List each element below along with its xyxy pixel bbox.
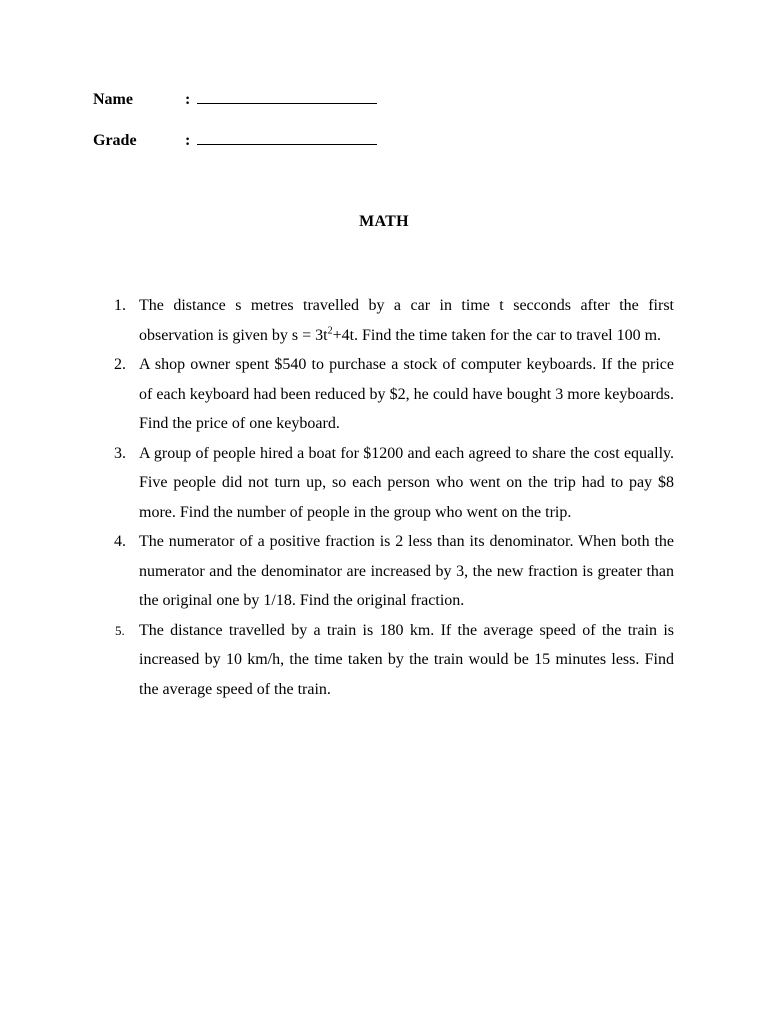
question-number: 4. xyxy=(114,533,126,550)
grade-blank-line[interactable] xyxy=(197,130,377,145)
question-item xyxy=(115,616,674,705)
grade-field-row xyxy=(93,130,377,150)
question-item xyxy=(114,439,674,528)
question-text: A group of people hired a boat for $1200 and each agreed to share the cost equally. Five people did not turn up, so each person who went on the trip had to pay $8 more. Find the number of people in the group who went on the trip. xyxy=(139,444,674,521)
question-item xyxy=(114,527,674,616)
question-number: 5. xyxy=(115,622,125,638)
question-text: The numerator of a positive fraction is 2 less than its denominator. When both the numerator and the denominator are increased by 3, the new fraction is greater than the original one by 1/18. Find the original fraction. xyxy=(139,533,674,609)
grade-label: Grade xyxy=(93,132,137,149)
question-item xyxy=(114,350,674,439)
question-text-continued: +4t. Find the time taken for the car to travel 100 m. xyxy=(332,326,662,344)
question-text: The distance s metres travelled by a car in time t secconds after the first observation is given by s = 3t xyxy=(139,297,674,344)
exponent: 2 xyxy=(327,325,333,337)
grade-separator: : xyxy=(185,132,191,149)
name-label: Name xyxy=(93,91,133,108)
question-number: 1. xyxy=(114,297,126,314)
question-number: 3. xyxy=(114,444,126,462)
name-separator: : xyxy=(185,91,191,108)
document-title: MATH xyxy=(359,213,409,230)
question-text: The distance travelled by a train is 180 km. If the average speed of the train is increased by 10 km/h, the time taken by the train would be 15 minutes less. Find the average speed of the train. xyxy=(139,621,674,698)
question-text: A shop owner spent $540 to purchase a stock of computer keyboards. If the price of each keyboard had been reduced by $2, he could have bought 3 more keyboards. Find the price of one keyboard. xyxy=(139,356,674,432)
name-blank-line[interactable] xyxy=(197,89,377,104)
name-field-row xyxy=(93,89,377,109)
question-list xyxy=(114,291,674,704)
question-number: 2. xyxy=(114,356,126,373)
question-item xyxy=(114,291,674,350)
